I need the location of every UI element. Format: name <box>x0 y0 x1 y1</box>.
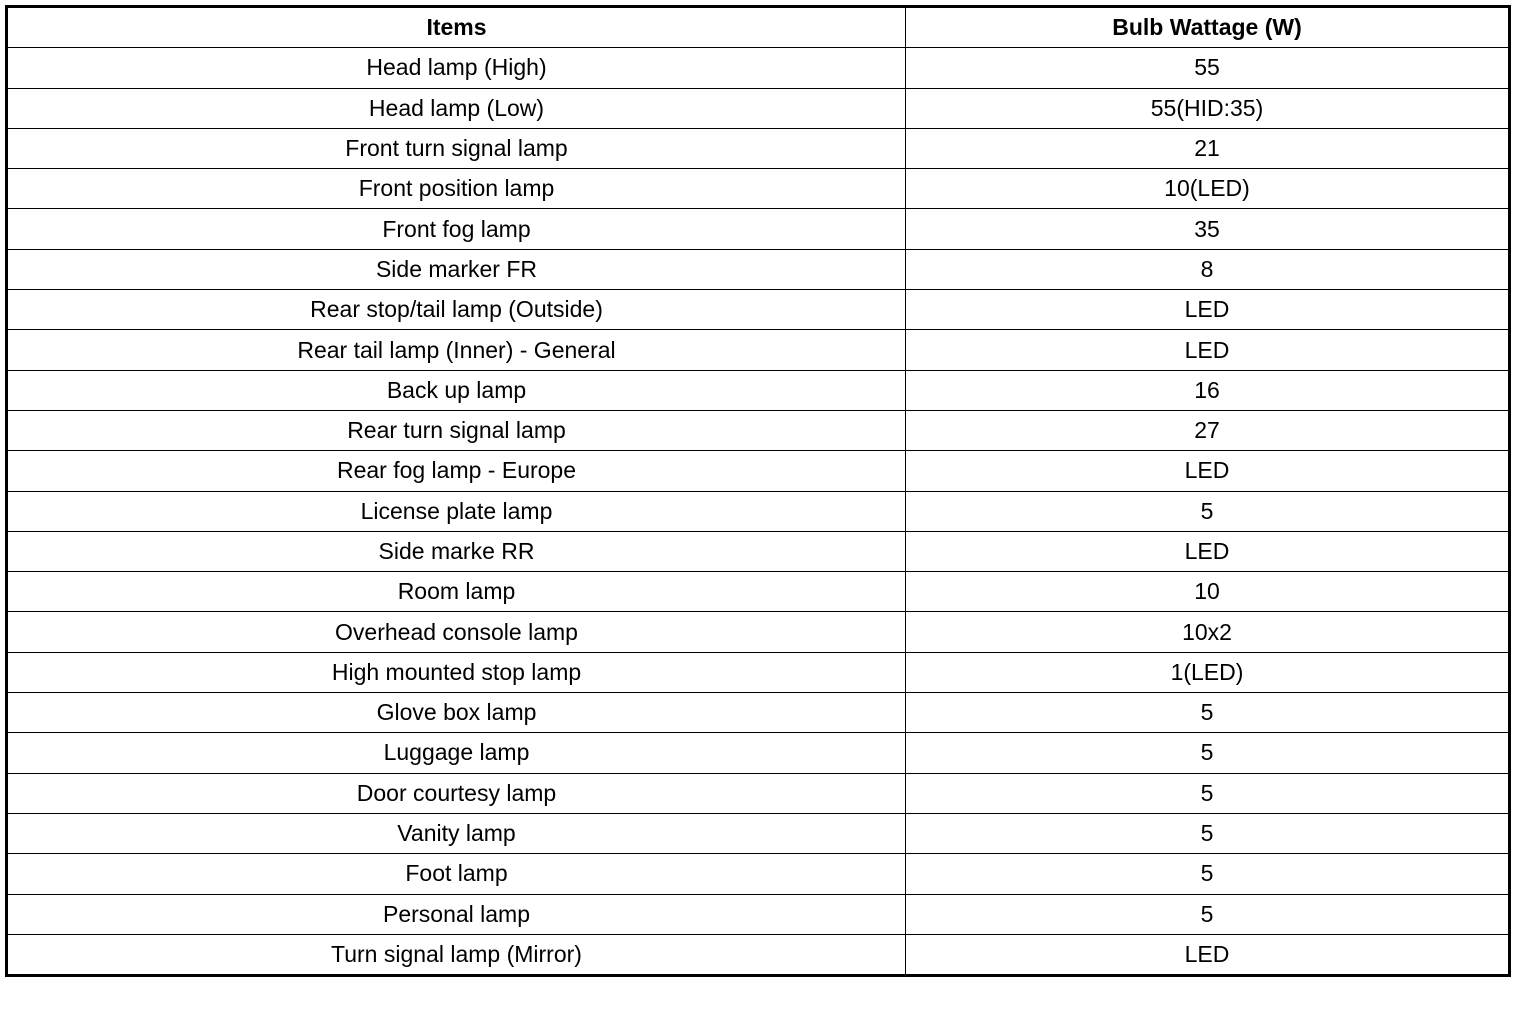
bulb-wattage-table <box>5 5 1511 977</box>
table-row <box>7 88 1510 128</box>
wattage-cell: 10x2 <box>906 612 1510 652</box>
wattage-cell: 5 <box>906 854 1510 894</box>
wattage-cell: 10(LED) <box>906 169 1510 209</box>
item-cell: License plate lamp <box>7 491 906 531</box>
table-body <box>7 48 1510 976</box>
wattage-cell: LED <box>906 934 1510 975</box>
item-cell: Rear fog lamp - Europe <box>7 451 906 491</box>
item-cell: Head lamp (Low) <box>7 88 906 128</box>
table-row <box>7 894 1510 934</box>
wattage-cell: 27 <box>906 410 1510 450</box>
item-cell: Door courtesy lamp <box>7 773 906 813</box>
wattage-cell: 55 <box>906 48 1510 88</box>
wattage-cell: 16 <box>906 370 1510 410</box>
item-cell: Rear stop/tail lamp (Outside) <box>7 290 906 330</box>
wattage-cell: 5 <box>906 733 1510 773</box>
item-cell: Front fog lamp <box>7 209 906 249</box>
table-row <box>7 330 1510 370</box>
table-row <box>7 934 1510 975</box>
item-cell: Personal lamp <box>7 894 906 934</box>
header-items: Items <box>7 7 906 48</box>
item-cell: Head lamp (High) <box>7 48 906 88</box>
table-row <box>7 169 1510 209</box>
table-row <box>7 249 1510 289</box>
table-row <box>7 773 1510 813</box>
wattage-cell: 5 <box>906 813 1510 853</box>
table-row <box>7 854 1510 894</box>
item-cell: Foot lamp <box>7 854 906 894</box>
table-row <box>7 48 1510 88</box>
wattage-cell: 5 <box>906 693 1510 733</box>
table-row <box>7 209 1510 249</box>
header-bulb-wattage: Bulb Wattage (W) <box>906 7 1510 48</box>
table-row <box>7 612 1510 652</box>
table-row <box>7 290 1510 330</box>
wattage-cell: 35 <box>906 209 1510 249</box>
item-cell: Turn signal lamp (Mirror) <box>7 934 906 975</box>
table-row <box>7 410 1510 450</box>
wattage-cell: 10 <box>906 572 1510 612</box>
item-cell: Overhead console lamp <box>7 612 906 652</box>
table-row <box>7 572 1510 612</box>
wattage-cell: 8 <box>906 249 1510 289</box>
item-cell: Room lamp <box>7 572 906 612</box>
item-cell: Rear turn signal lamp <box>7 410 906 450</box>
wattage-cell: LED <box>906 330 1510 370</box>
item-cell: Luggage lamp <box>7 733 906 773</box>
item-cell: High mounted stop lamp <box>7 652 906 692</box>
table-row <box>7 733 1510 773</box>
table-header-row <box>7 7 1510 48</box>
wattage-cell: 21 <box>906 128 1510 168</box>
item-cell: Glove box lamp <box>7 693 906 733</box>
item-cell: Back up lamp <box>7 370 906 410</box>
item-cell: Front position lamp <box>7 169 906 209</box>
table-row <box>7 370 1510 410</box>
table-row <box>7 693 1510 733</box>
item-cell: Side marke RR <box>7 531 906 571</box>
item-cell: Rear tail lamp (Inner) - General <box>7 330 906 370</box>
table-row <box>7 451 1510 491</box>
item-cell: Side marker FR <box>7 249 906 289</box>
table-row <box>7 652 1510 692</box>
table-row <box>7 531 1510 571</box>
table-row <box>7 491 1510 531</box>
wattage-cell: 5 <box>906 773 1510 813</box>
item-cell: Front turn signal lamp <box>7 128 906 168</box>
item-cell: Vanity lamp <box>7 813 906 853</box>
wattage-cell: LED <box>906 451 1510 491</box>
table-row <box>7 813 1510 853</box>
wattage-cell: 55(HID:35) <box>906 88 1510 128</box>
wattage-cell: LED <box>906 290 1510 330</box>
wattage-cell: LED <box>906 531 1510 571</box>
wattage-cell: 5 <box>906 894 1510 934</box>
wattage-cell: 1(LED) <box>906 652 1510 692</box>
wattage-cell: 5 <box>906 491 1510 531</box>
table-row <box>7 128 1510 168</box>
